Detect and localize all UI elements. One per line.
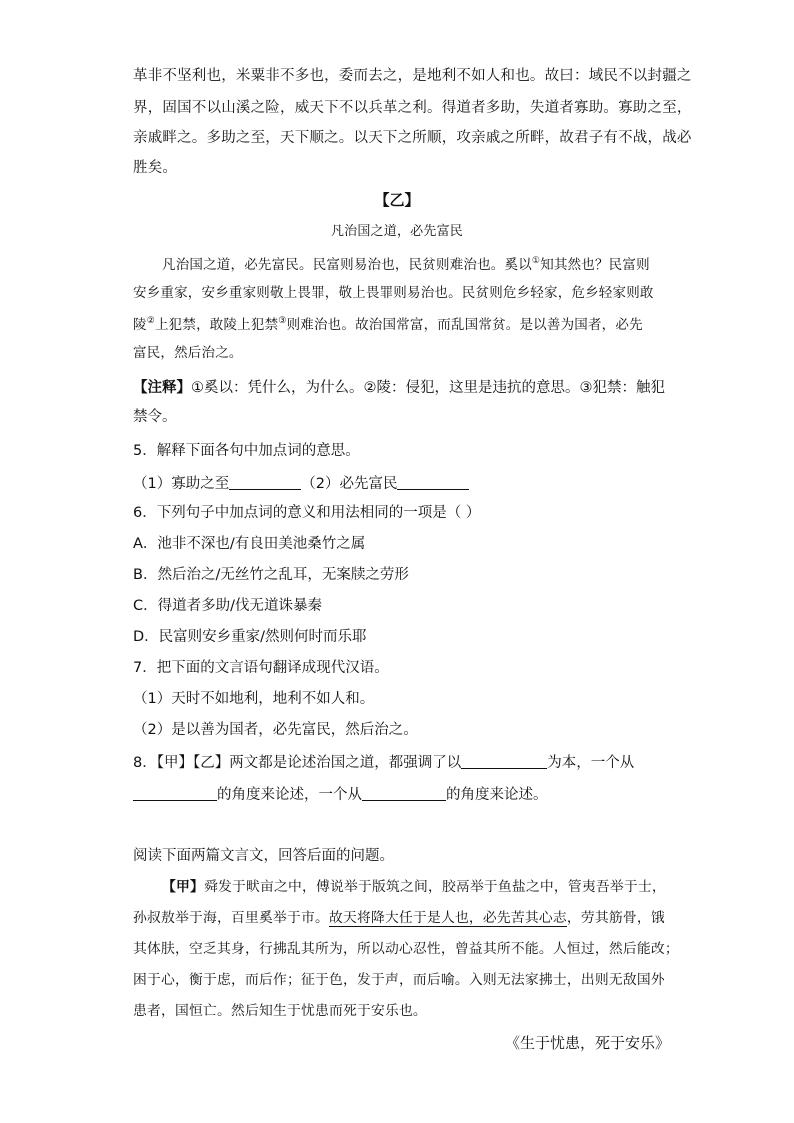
note-1-marker: ①: [531, 256, 541, 266]
q8-line-2: 的角度来论述，一个从 的角度来论述。: [133, 786, 548, 803]
q6-option-c[interactable]: C．得道者多助/伐无道诛暴秦: [133, 598, 323, 614]
section2-line-1: 【甲】舜发于畎亩之中，傅说举于版筑之间，胶鬲举于鱼盐之中，管夷吾举于士，: [162, 879, 666, 895]
section2-source: 《生于忧患，死于安乐》: [505, 1034, 671, 1052]
section2-line-2: 孙叔敖举于海，百里奚举于市。故天将降大任于是人也，必先苦其心志，劳其筋骨，饿: [133, 910, 665, 926]
q5-item-2: （2）必先富民: [301, 476, 398, 492]
yi-title: 凡治国之道，必先富民: [330, 224, 463, 239]
section2-line-3: 其体肤，空乏其身，行拂乱其所为，所以动心忍性，曾益其所不能。人恒过，然后能改；: [133, 941, 679, 957]
q8-blank-3[interactable]: [362, 786, 446, 801]
q5-items: [133, 475, 469, 492]
q7-item-1: （1）天时不如地利，地利不如人和。: [133, 691, 375, 707]
yi-line-3: 陵②上犯禁，敢陵上犯禁③则难治也。故治国常富，而乱国常贫。是以善为国者，必先: [133, 316, 643, 333]
section2-intro: 阅读下面两篇文言文，回答后面的问题。: [133, 848, 394, 864]
q7-item-2: （2）是以善为国者，必先富民，然后治之。: [133, 722, 418, 738]
section2-line-5: 患者，国恒亡。然后知生于忧患而死于安乐也。: [133, 1003, 427, 1019]
jia-line-1: 革非不坚利也，米粟非不多也，委而去之，是地利不如人和也。故曰：域民不以封疆之: [133, 68, 692, 84]
annotation-line-1: 【注释】①奚以：凭什么，为什么。②陵：侵犯，这里是违抗的意思。③犯禁：触犯: [133, 380, 665, 396]
q6-option-a[interactable]: A．池非不深也/有良田美池桑竹之属: [133, 536, 366, 552]
yi-heading: 【乙】: [374, 191, 420, 209]
jia-line-4: 胜矣。: [133, 160, 178, 176]
q5-blank-2[interactable]: [397, 475, 469, 490]
underlined-sentence: 故天将降大任于是人也，必先苦其心志: [328, 910, 567, 926]
q8-blank-2[interactable]: [133, 786, 217, 801]
q6-stem: 6．下列句子中加点词的意义和用法相同的一项是（ ）: [133, 505, 481, 521]
q5-item-1: （1）寡助之至: [133, 476, 230, 492]
section2-line-4: 困于心，衡于虑，而后作；征于色，发于声，而后喻。入则无法家拂士，出则无敌国外: [133, 972, 665, 988]
yi-line-2: 安乡重家，安乡重家则敬上畏罪，敬上畏罪则易治也。民贫则危乡轻家，危乡轻家则敢: [133, 285, 654, 301]
yi-line-4: 富民，然后治之。: [133, 345, 243, 361]
q5-stem: 5．解释下面各句中加点词的意思。: [133, 443, 360, 459]
q7-stem: 7．把下面的文言语句翻译成现代汉语。: [133, 660, 389, 676]
q8-blank-1[interactable]: [461, 754, 547, 769]
note-2-marker: ②: [146, 316, 155, 326]
yi-line-1: 凡治国之道，必先富民。民富则易治也，民贫则难治也。奚以①知其然也？民富则: [162, 256, 650, 273]
jia-line-2: 界，固国不以山溪之险，威天下不以兵革之利。得道者多助，失道者寡助。寡助之至，: [133, 100, 692, 116]
annotation-label: 【注释】: [133, 380, 191, 396]
q8-line-1: 8．【甲】【乙】两文都是论述治国之道，都强调了以 为本，一个从: [133, 755, 635, 771]
section2-label: 【甲】: [162, 879, 204, 895]
q6-option-b[interactable]: B．然后治之/无丝竹之乱耳，无案牍之劳形: [133, 567, 409, 583]
annotation-line-2: 禁令。: [133, 409, 177, 425]
jia-line-3: 亲戚畔之。多助之至，天下顺之。以天下之所顺，攻亲戚之所畔，故君子有不战，战必: [133, 130, 692, 146]
q6-option-d[interactable]: D．民富则安乡重家/然则何时而乐耶: [133, 629, 367, 645]
note-3-marker: ③: [278, 316, 287, 326]
q5-blank-1[interactable]: [229, 475, 301, 490]
